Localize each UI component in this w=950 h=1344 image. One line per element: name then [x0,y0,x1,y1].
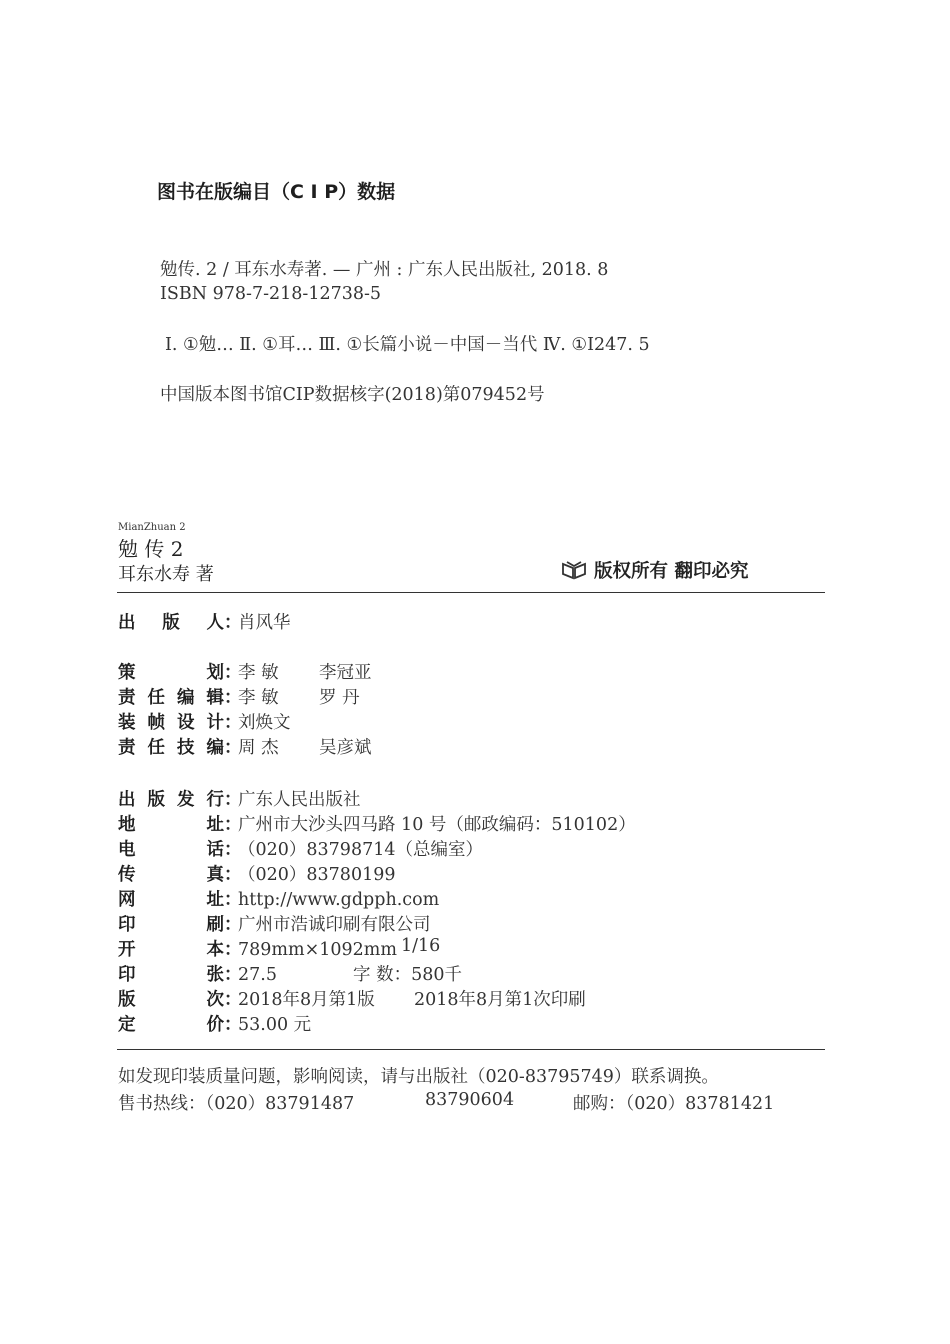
colon: ： [224,613,242,633]
staff-value: 刘焕文 [238,713,291,733]
staff-label: 装帧设计 [118,713,224,733]
detail-label: 出版发行 [118,790,224,810]
colon: ： [224,940,242,960]
cip-line-classification: Ⅰ. ①勉… Ⅱ. ①耳… Ⅲ. ①长篇小说－中国－当代 Ⅳ. ①I247. 5 [165,335,650,355]
website-link[interactable]: http://www.gdpph.com [238,890,440,910]
detail-label: 网址 [118,890,224,910]
detail-value: 789mm×1092mm [238,940,397,960]
staff-value: 李 敏 [238,663,279,683]
colon: ： [224,915,242,935]
detail-row [118,986,586,1011]
colon: ： [224,738,242,758]
detail-label: 电话 [118,840,224,860]
detail-label: 地址 [118,815,224,835]
detail-value: 广州市大沙头四马路 10 号（邮政编码：510102） [238,815,636,835]
hotline-number: （020）83791487 [205,1094,355,1114]
detail-label: 传真 [118,865,224,885]
staff-value-secondary: 罗 丹 [319,688,360,708]
detail-label: 版次 [118,990,224,1010]
detail-label: 印张 [118,965,224,985]
colon: ： [224,965,242,985]
detail-value: 广东人民出版社 [238,790,361,810]
detail-row [118,961,462,986]
divider-top [117,592,825,593]
mail-order-number: （020）83781421 [625,1094,775,1114]
staff-value: 李 敏 [238,688,279,708]
staff-value-secondary: 李冠亚 [319,663,372,683]
publisher-row [118,609,291,634]
detail-label: 印刷 [118,915,224,935]
colon: ： [224,815,242,835]
book-title-english: MianZhuan 2 [118,522,186,533]
hotline-number-secondary: 83790604 [425,1090,515,1110]
detail-value: 53.00 元 [238,1015,312,1035]
staff-value-secondary: 吴彦斌 [319,738,372,758]
detail-label: 定价 [118,1015,224,1035]
detail-row [118,861,395,886]
staff-row [118,684,360,709]
detail-row [118,936,441,961]
staff-label: 责任编辑 [118,688,224,708]
detail-row [118,786,361,811]
colon: ： [224,790,242,810]
mail-order-row [573,1090,774,1115]
colon: ： [224,663,242,683]
cip-line-record-number: 中国版本图书馆CIP数据核字(2018)第079452号 [160,385,545,405]
detail-row [118,886,439,911]
detail-value-secondary: 字 数：580千 [353,965,462,985]
staff-value: 周 杰 [238,738,279,758]
cip-line-isbn: ISBN 978-7-218-12738-5 [160,284,382,304]
copyright-notice [562,557,748,583]
quality-notice: 如发现印装质量问题，影响阅读，请与出版社（020-83795749）联系调换。 [118,1067,719,1087]
detail-value: （020）83798714（总编室） [238,840,483,860]
staff-row [118,709,291,734]
mail-order-label: 邮购： [573,1094,626,1114]
detail-row [118,911,431,936]
detail-value: 27.5 [238,965,277,985]
staff-label: 责任技编 [118,738,224,758]
colon: ： [224,688,242,708]
staff-row [118,659,372,684]
colon: ： [224,1015,242,1035]
colon: ： [224,713,242,733]
colon: ： [224,840,242,860]
detail-value: 2018年8月第1版 [238,990,375,1010]
detail-row [118,1011,311,1036]
detail-value: （020）83780199 [238,865,396,885]
staff-label: 策划 [118,663,224,683]
detail-value: 广州市浩诚印刷有限公司 [238,915,431,935]
detail-label: 开本 [118,940,224,960]
cip-line-citation: 勉传. 2 / 耳东水寿著. — 广州 : 广东人民出版社, 2018. 8 [160,260,609,280]
colon: ： [224,990,242,1010]
divider-bottom [117,1049,825,1050]
hotline-label: 售书热线： [118,1094,206,1114]
book-title: 勉 传 2 [118,537,184,561]
detail-row [118,811,636,836]
detail-row [118,836,483,861]
detail-value-secondary: 2018年8月第1次印刷 [414,990,586,1010]
staff-row [118,734,372,759]
publisher-label: 出 版 人 [118,613,224,633]
copyright-text: 版权所有 翻印必究 [594,561,749,582]
book-author: 耳东水寿 著 [118,564,214,585]
detail-value-secondary: 1/16 [401,936,441,956]
publisher-value: 肖风华 [238,613,291,633]
colon: ： [224,890,242,910]
copyright-logo-icon [562,560,586,580]
colon: ： [224,865,242,885]
hotline-row [118,1090,354,1115]
cip-heading: 图书在版编目（C I P）数据 [157,181,396,203]
